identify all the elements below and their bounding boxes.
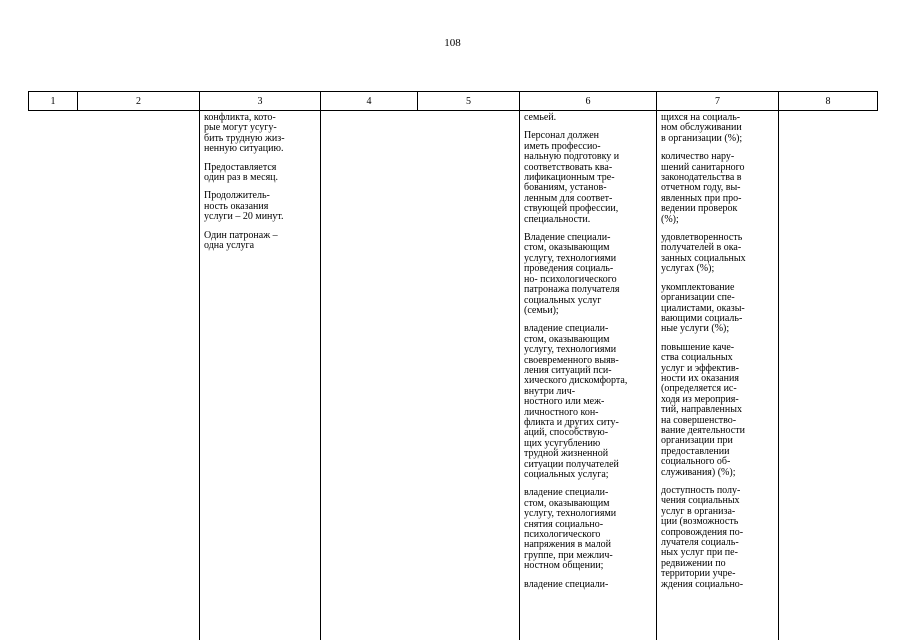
text-line: повышение каче-: [661, 341, 735, 353]
text-line: стом, оказывающим: [524, 497, 610, 509]
text-line: услугу, технологиями: [524, 508, 617, 520]
text-line: ситуации получателей: [524, 458, 619, 470]
text-paragraph: [524, 233, 654, 316]
text-line: услуг в организа-: [661, 505, 736, 517]
text-line: социальных услуг: [524, 294, 602, 306]
text-line: личностного кон-: [524, 406, 599, 418]
text-line: шений санитарного: [661, 161, 745, 173]
text-line: ностного или меж-: [524, 396, 605, 408]
text-line: тий, направленных: [661, 404, 742, 416]
text-line: Один патронаж –: [204, 229, 278, 241]
text-line: конфликта, кото-: [204, 112, 276, 123]
column-divider: [320, 111, 321, 640]
text-line: на совершенство-: [661, 414, 737, 426]
text-line: владение специали-: [524, 323, 609, 335]
text-paragraph: [661, 233, 777, 275]
text-line: трудной жизненной: [524, 448, 609, 460]
text-line: ные услуги (%);: [661, 323, 730, 335]
text-line: стом, оказывающим: [524, 333, 610, 345]
column-3-text: [204, 113, 318, 259]
header-cell-1: 1: [29, 92, 78, 111]
text-line: хического дискомфорта,: [524, 375, 628, 387]
table-body: [28, 111, 877, 640]
text-line: (определяется ис-: [661, 383, 737, 395]
text-paragraph: [524, 580, 654, 590]
text-line: бованиям, установ-: [524, 182, 607, 194]
text-paragraph: [204, 191, 318, 222]
text-line: территории учре-: [661, 568, 736, 580]
text-line: напряжения в малой: [524, 539, 611, 551]
text-line: укомплектование: [661, 281, 735, 293]
text-line: аций, способствую-: [524, 427, 609, 439]
text-line: количество нару-: [661, 151, 735, 163]
text-line: рые могут усугу-: [204, 122, 277, 134]
header-cell-6: 6: [520, 92, 657, 111]
text-line: удовлетворенность: [661, 232, 743, 244]
column-divider: [519, 111, 520, 640]
text-line: ции (возможность: [661, 516, 739, 528]
text-line: в организации (%);: [661, 132, 743, 144]
text-paragraph: [204, 231, 318, 252]
text-line: стом, оказывающим: [524, 242, 610, 254]
text-line: законодательства в: [661, 172, 742, 184]
text-line: вание деятельности: [661, 424, 745, 436]
text-paragraph: [204, 113, 318, 155]
text-line: ства социальных: [661, 352, 733, 364]
header-cell-4: 4: [321, 92, 418, 111]
header-cell-8: 8: [779, 92, 878, 111]
text-line: предоставлении: [661, 445, 730, 457]
text-line: ходя из мероприя-: [661, 393, 739, 405]
header-cell-5: 5: [418, 92, 520, 111]
text-line: социальных услуга;: [524, 469, 609, 480]
text-line: щихся на социаль-: [661, 112, 741, 123]
text-line: ность оказания: [204, 200, 269, 212]
text-line: сопровождения по-: [661, 526, 744, 538]
text-line: одна услуга: [204, 240, 255, 252]
text-line: лучателя социаль-: [661, 537, 739, 549]
header-cell-7: 7: [657, 92, 779, 111]
text-paragraph: [204, 163, 318, 184]
text-line: явленных при про-: [661, 192, 742, 204]
text-line: ных услуг при пе-: [661, 547, 738, 559]
text-line: владение специали-: [524, 578, 609, 590]
text-paragraph: [661, 152, 777, 225]
text-line: циалистами, оказы-: [661, 302, 745, 314]
text-paragraph: [661, 486, 777, 590]
text-line: организации при: [661, 435, 733, 447]
text-line: ствующей профессии,: [524, 203, 619, 215]
text-paragraph: [524, 324, 654, 480]
text-line: один раз в месяц.: [204, 172, 279, 184]
text-line: ности их оказания: [661, 372, 739, 384]
text-paragraph: [524, 113, 654, 123]
text-paragraph: [524, 131, 654, 225]
text-line: услугу, технологиями: [524, 344, 617, 356]
text-line: ведении проверок: [661, 203, 738, 215]
text-line: ления ситуаций пси-: [524, 364, 612, 376]
text-line: ностном общении;: [524, 560, 604, 572]
text-paragraph: [661, 113, 777, 144]
text-line: бить трудную жиз-: [204, 132, 285, 144]
text-line: своевременного выяв-: [524, 354, 619, 366]
column-divider: [778, 111, 779, 640]
text-line: Владение специали-: [524, 232, 611, 244]
text-line: специальности.: [524, 213, 591, 225]
text-line: Персонал должен: [524, 130, 599, 142]
text-line: занных социальных: [661, 252, 746, 264]
header-cell-3: 3: [200, 92, 321, 111]
page-number: 108: [444, 37, 461, 49]
text-line: патронажа получателя: [524, 284, 620, 296]
text-line: владение специали-: [524, 487, 609, 499]
text-line: (%);: [661, 213, 679, 225]
text-line: снятия социально-: [524, 518, 604, 530]
text-line: редвижении по: [661, 557, 726, 569]
table-header: [28, 91, 878, 111]
text-line: служивания) (%);: [661, 466, 736, 478]
text-paragraph: [661, 343, 777, 478]
text-line: ненную ситуацию.: [204, 143, 284, 155]
text-line: чения социальных: [661, 495, 740, 507]
text-line: социального об-: [661, 456, 731, 468]
text-line: фликта и других ситу-: [524, 416, 619, 428]
text-line: организации спе-: [661, 292, 735, 304]
header-cell-2: 2: [78, 92, 200, 111]
text-line: получателей в ока-: [661, 242, 742, 254]
text-line: Предоставляется: [204, 161, 277, 173]
text-line: группе, при межлич-: [524, 549, 613, 561]
text-line: (семьи);: [524, 304, 559, 316]
text-line: щих усугублению: [524, 437, 601, 449]
text-line: внутри лич-: [524, 385, 576, 397]
text-line: ном обслуживании: [661, 122, 742, 134]
text-line: ждения социально-: [661, 578, 744, 590]
text-line: проведения социаль-: [524, 263, 614, 275]
text-line: лификационным тре-: [524, 172, 615, 184]
column-divider: [656, 111, 657, 640]
text-line: семьей.: [524, 112, 557, 123]
text-line: услугу, технологиями: [524, 252, 617, 264]
text-line: соответствовать ква-: [524, 161, 613, 173]
text-line: но- психологического: [524, 273, 617, 285]
column-divider: [199, 111, 200, 640]
text-line: услуги – 20 минут.: [204, 211, 284, 223]
text-line: услугах (%);: [661, 263, 715, 275]
text-line: ленным для соответ-: [524, 192, 613, 204]
text-line: иметь профессио-: [524, 140, 601, 152]
text-line: доступность полу-: [661, 485, 741, 496]
text-paragraph: [661, 283, 777, 335]
text-line: вающими социаль-: [661, 312, 743, 324]
text-line: Продолжитель-: [204, 190, 270, 202]
text-line: нальную подготовку и: [524, 151, 620, 163]
text-line: отчетном году, вы-: [661, 182, 741, 194]
text-paragraph: [524, 488, 654, 571]
text-line: психологического: [524, 529, 601, 541]
column-7-text: [661, 113, 777, 598]
text-line: услуг и эффектив-: [661, 362, 739, 374]
column-6-text: [524, 113, 654, 598]
